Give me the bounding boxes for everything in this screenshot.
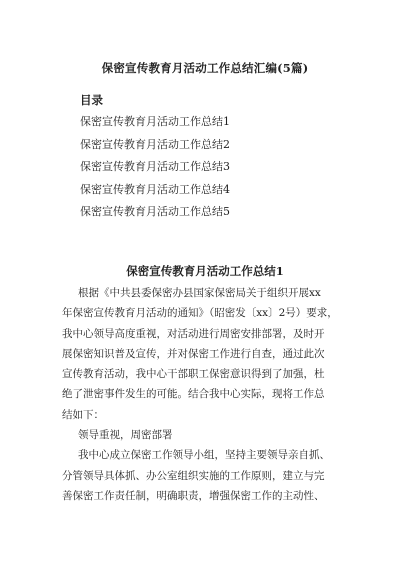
table-of-contents: [80, 111, 230, 224]
body-line: 展保密知识普及宣传，并对保密工作进行自查，通过此次: [62, 347, 325, 360]
body-line: 我中心成立保密工作领导小组，坚持主要领导亲自抓、: [78, 449, 330, 462]
body-line: 年保密宣传教育月活动的通知》（昭密发〔xx〕2号）要求，: [62, 307, 338, 320]
toc-item-4[interactable]: 保密宣传教育月活动工作总结4: [80, 182, 230, 196]
body-line: 分管领导具体抓、办公室组织实施的工作原则，建立与完: [62, 469, 325, 482]
subheading-line: 领导重视，周密部署: [78, 429, 173, 442]
body-line: 宣传教育活动，我中心干部职工保密意识得到了加强，杜: [62, 368, 325, 381]
body-line: 根据《中共县委保密办县国家保密局关于组织开展xx: [78, 287, 321, 299]
toc-item-3[interactable]: 保密宣传教育月活动工作总结3: [80, 160, 230, 173]
body-line: 我中心领导高度重视，对活动进行周密安排部署，及时开: [62, 327, 325, 340]
toc-item-2[interactable]: 保密宣传教育月活动工作总结2: [80, 137, 230, 151]
toc-heading: 目录: [80, 93, 103, 107]
body-line: 善保密工作责任制，明确职责，增强保密工作的主动性、: [62, 489, 325, 502]
section-title: 保密宣传教育月活动工作总结1: [126, 264, 284, 278]
body-line: 结如下：: [62, 408, 104, 421]
section-body: [62, 283, 362, 506]
body-line: 绝了泄密事件发生的可能。结合我中心实际，现将工作总: [62, 388, 325, 401]
document-title: 保密宣传教育月活动工作总结汇编(5篇): [101, 61, 309, 75]
toc-item-5[interactable]: 保密宣传教育月活动工作总结5: [80, 205, 230, 218]
toc-item-1[interactable]: 保密宣传教育月活动工作总结1: [80, 115, 230, 128]
